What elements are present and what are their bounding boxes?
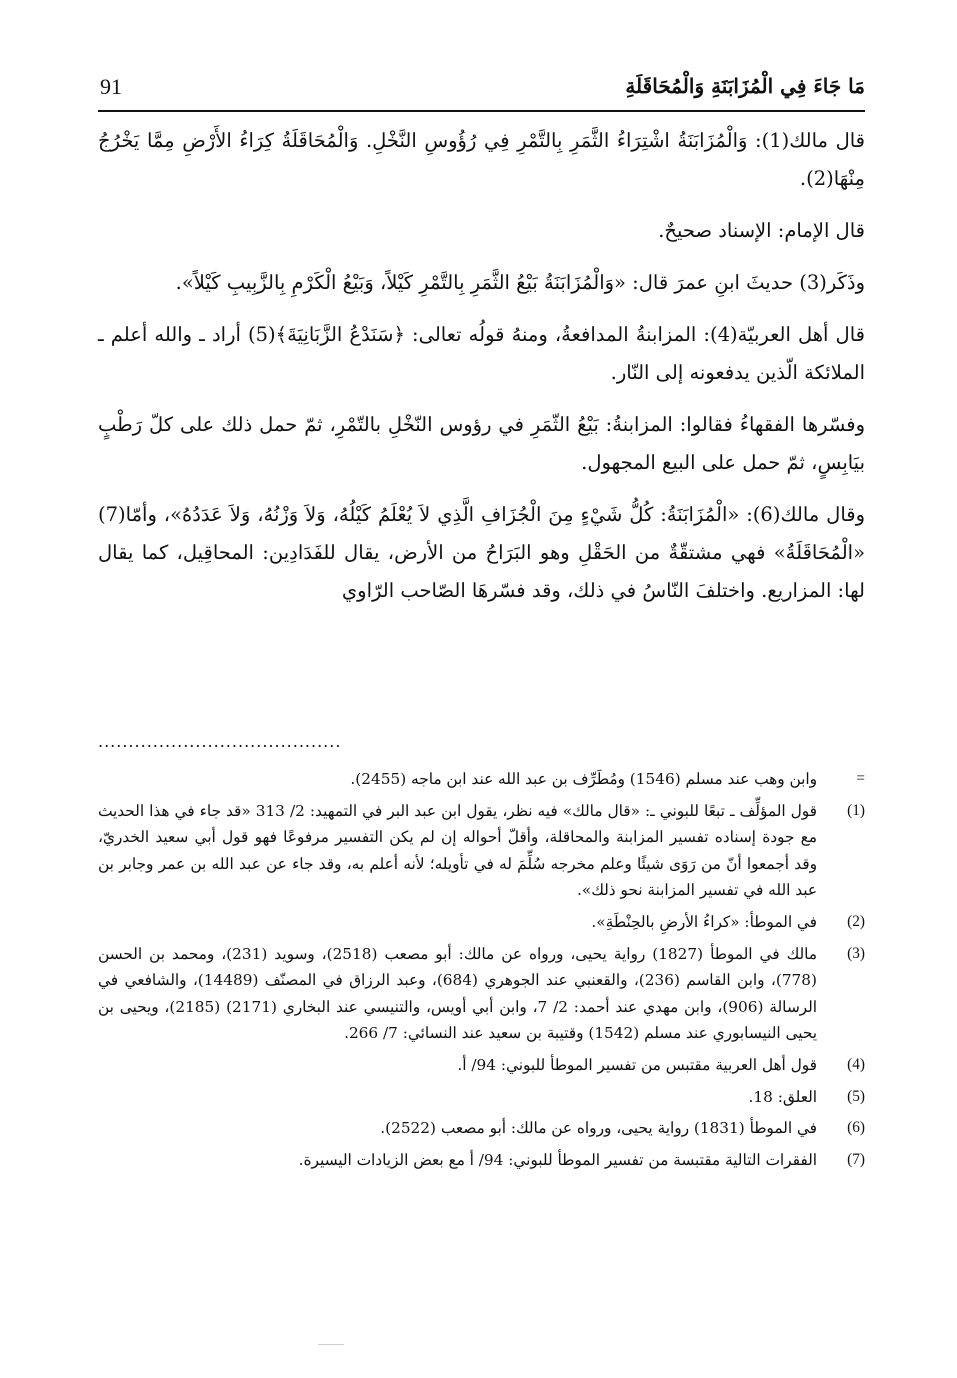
footnote-number: (7) <box>847 1150 865 1168</box>
footnote-number: (3) <box>847 944 865 962</box>
footnote-number: (1) <box>847 801 865 819</box>
footnote-separator: ........................................ <box>98 732 342 751</box>
page-header <box>98 70 865 112</box>
paragraph-malik-muzabana: وقال مالك(6): «الْمُزَابَنَةُ: كُلُّ شَيْءٍ مِنَ الْجُزَافِ الَّذِي لاَ يُعْلَمُ كَيْلُهُ، وَلاَ وَزْنُهُ، وَلاَ عَدَدُهُ»، وأمّا(7) «الْمُحَاقَلَةُ» فهي مشتقّةٌ من الحَقْلِ وهو البَرَاحُ من الأرض، يقال للفَدَادِين: المحاقِيل، كما يقال لها: المزاريع. واختلفَ النّاسُ في ذلك، وقد فسّرهَا الصّاحب الرّاوي <box>98 503 866 602</box>
footnote-text: مالك في الموطأ (1827) رواية يحيى، ورواه عن مالك: أبو مصعب (2518)، وسويد (231)، ومحمد بن الحسن (778)، وابن القاسم (236)، والقعنبي عند الجوهري (684)، وعبد الرزاق في المصنّف (14489)، والشافعي في الرسالة (906)، وابن مهدي عند أحمد: 2/ 7، وابن أبي أويس، والتنيسي عند البخاري (2171) (2185)، ويحيى بن يحيى النيسابوري عند مسلم (1542) وقتيبة بن سعيد عند النسائي: 7/ 266. <box>98 944 817 1043</box>
footnote-number: = <box>856 770 865 787</box>
footnote-number: (5) <box>847 1087 865 1105</box>
paragraph-jurists: وفسّرها الفقهاءُ فقالوا: المزابنةُ: بَيْعُ الثّمَرِ في رؤوس النّخْلِ بالتّمْرِ، ثمّ حمل ذلك على كلّ رَطْبٍ بيَابِسٍ، ثمّ حمل على البيع المجهول. <box>98 413 865 474</box>
footnote-6 <box>98 1115 865 1142</box>
footnote-number: (4) <box>847 1055 865 1073</box>
paragraph-malik-definition: قال مالك(1): وَالْمُزَابَنَةُ اشْتِرَاءُ الثَّمَرِ بِالتَّمْرِ فِي رُؤُوسِ النَّخْلِ. وَالْمُحَاقَلَةُ كِرَاءُ الأَرْضِ مِمَّا يَخْرُجُ مِنْهَا(2). <box>98 129 866 190</box>
paragraph-ibn-umar-hadith: وذَكَر(3) حديثَ ابنِ عمرَ قال: «وَالْمُزَابَنَةُ بَيْعُ الثَّمَرِ بِالتَّمْرِ كَيْلاً، وَبَيْعُ الْكَرْمِ بِالزَّبِيبِ كَيْلاً». <box>175 271 865 294</box>
footnote-continuation <box>98 766 865 793</box>
footnote-5 <box>98 1084 865 1111</box>
footnote-2 <box>98 909 865 936</box>
footnote-text: قول المؤلِّف ـ تبعًا للبوني ـ: «قال مالك» فيه نظر، يقول ابن عبد البر في التمهيد: 2/ 313 «قد جاء في هذا الحديث مع جودة إسناده تفسير المزابنة والمحاقلة، وأقلّ أحواله إن لم يكن التفسير مرفوعًا فهو قول أبي سعيد الخدريّ، وقد أجمعوا أنّ من رَوَى شيئًا وعلم مخرجه سُلِّمَ له في تأويله؛ لأنه أعلم به، وقد جاء عن عبد الله بن عمر وجابر بن عبد الله في تفسير المزابنة نحو ذلك». <box>98 801 817 900</box>
footnote-text: العلق: 18. <box>748 1087 817 1106</box>
footnote-text: الفقرات التالية مقتبسة من تفسير الموطأ للبوني: 94/ أ مع بعض الزيادات اليسيرة. <box>298 1150 817 1169</box>
footnote-text: وابن وهب عند مسلم (1546) ومُطَرِّف بن عبد الله عند ابن ماجه (2455). <box>350 770 817 788</box>
footnote-text: في الموطأ (1831) رواية يحيى، ورواه عن مالك: أبو مصعب (2522). <box>380 1119 817 1138</box>
running-title: مَا جَاءَ فِي الْمُزَابَنَةِ وَالْمُحَاقَلَةِ <box>625 74 865 98</box>
footnote-text: في الموطأ: «كراءُ الأرضِ بالحِنْطَةِ». <box>591 912 817 931</box>
footnote-7 <box>98 1147 865 1174</box>
paragraph-imam-isnad: قال الإمام: الإسناد صحيحٌ. <box>658 219 865 242</box>
footnotes <box>98 766 865 1178</box>
footnote-1 <box>98 798 865 904</box>
footnote-number: (2) <box>847 912 865 930</box>
footnote-3 <box>98 941 865 1047</box>
main-text <box>98 122 865 624</box>
footnote-text: قول أهل العربية مقتبس من تفسير الموطأ للبوني: 94/ أ. <box>457 1055 817 1074</box>
footnote-number: (6) <box>847 1119 865 1137</box>
printer-mark <box>318 1344 344 1345</box>
footnote-4 <box>98 1052 865 1079</box>
page-number: 91 <box>100 74 122 99</box>
paragraph-arabic-linguists: قال أهل العربيّة(4): المزابنةُ المدافعةُ، ومنهُ قولُه تعالى: ﴿سَنَدْعُ الزَّبَانِيَةَ﴾(5) أراد ـ والله أعلم ـ الملائكة الّذين يدفعونه إلى النّار. <box>98 323 865 384</box>
